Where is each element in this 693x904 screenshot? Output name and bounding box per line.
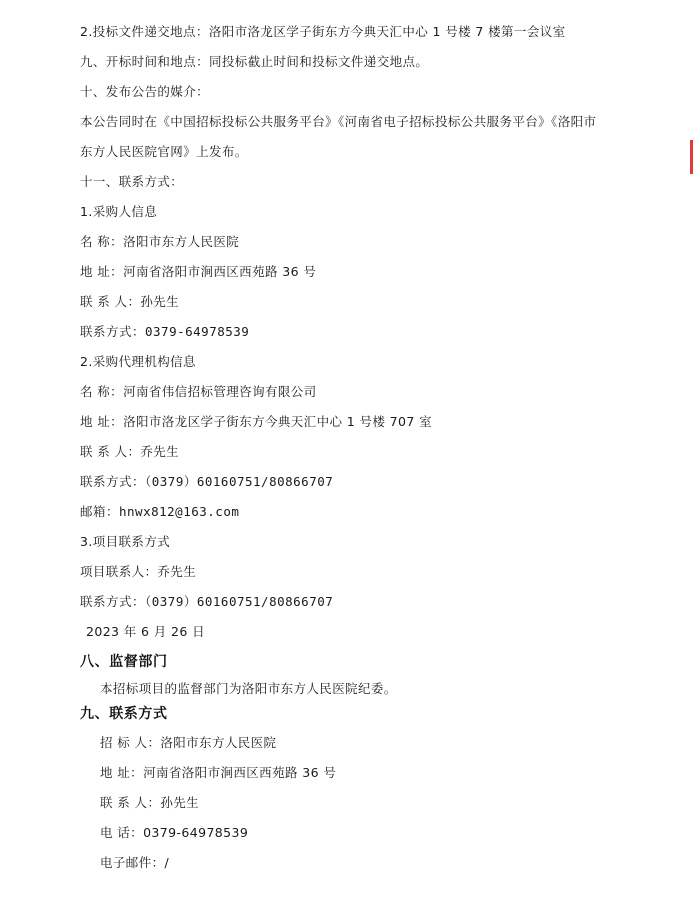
tenderer-contact-line: 联 系 人：孙先生	[100, 795, 200, 810]
project-contact-person-line: 项目联系人：乔先生	[80, 564, 197, 579]
agency-name-line: 名 称：河南省伟信招标管理咨询有限公司	[80, 384, 317, 399]
opening-time-line: 九、开标时间和地点：同投标截止时间和投标文件递交地点。	[80, 54, 429, 69]
submission-location-line: 2.投标文件递交地点：洛阳市洛龙区学子街东方今典天汇中心 1 号楼 7 楼第一会议室	[80, 24, 566, 39]
tenderer-line: 招 标 人：洛阳市东方人民医院	[100, 735, 277, 750]
agency-phone-line: 联系方式：（0379）60160751/80866707	[80, 474, 334, 489]
purchaser-address-line: 地 址：河南省洛阳市涧西区西苑路 36 号	[80, 264, 317, 279]
media-text-line-1: 本公告同时在《中国招标投标公共服务平台》《河南省电子招标投标公共服务平台》《洛阳市	[80, 114, 597, 129]
tenderer-address-line: 地 址：河南省洛阳市涧西区西苑路 36 号	[100, 765, 337, 780]
tenderer-email-line: 电子邮件：/	[100, 855, 170, 870]
purchaser-info-heading: 1.采购人信息	[80, 204, 158, 219]
supervision-text: 本招标项目的监督部门为洛阳市东方人民医院纪委。	[100, 681, 397, 696]
contact-section-heading: 九、联系方式	[80, 706, 168, 722]
purchaser-contact-line: 联 系 人：孙先生	[80, 294, 180, 309]
media-text-line-2: 东方人民医院官网》上发布。	[80, 144, 248, 159]
project-contact-heading: 3.项目联系方式	[80, 534, 171, 549]
agency-info-heading: 2.采购代理机构信息	[80, 354, 196, 369]
purchaser-name-line: 名 称：洛阳市东方人民医院	[80, 234, 240, 249]
agency-address-line: 地 址：洛阳市洛龙区学子街东方今典天汇中心 1 号楼 707 室	[80, 414, 432, 429]
supervision-heading: 八、监督部门	[80, 654, 168, 670]
agency-contact-line: 联 系 人：乔先生	[80, 444, 180, 459]
contact-heading-line: 十一、联系方式：	[80, 174, 184, 189]
project-phone-line: 联系方式：（0379）60160751/80866707	[80, 594, 334, 609]
media-heading-line: 十、发布公告的媒介：	[80, 84, 210, 99]
publish-date-line: 2023 年 6 月 26 日	[86, 624, 206, 639]
purchaser-phone-line: 联系方式：0379-64978539	[80, 324, 250, 339]
tenderer-phone-line: 电 话：0379-64978539	[100, 825, 249, 840]
agency-email-line: 邮箱：hnwx812@163.com	[80, 504, 240, 519]
